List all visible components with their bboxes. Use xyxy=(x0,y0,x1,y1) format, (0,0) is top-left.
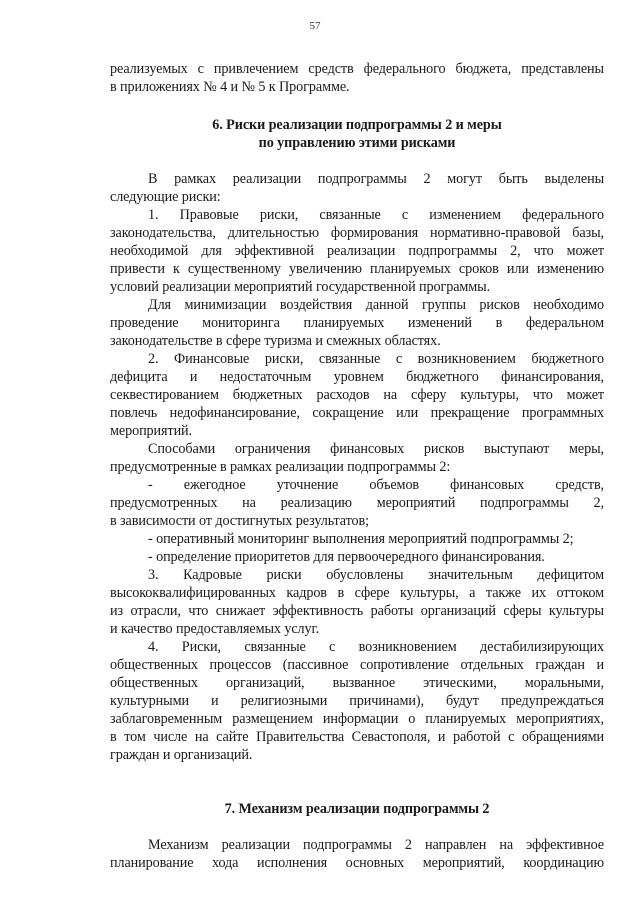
text-line: 2. Финансовые риски, связанные с возникновением бюджетного xyxy=(148,351,604,367)
text-line: граждан и организаций. xyxy=(110,747,253,763)
text-line: законодательстве в сфере туризма и смежных областях. xyxy=(110,333,441,349)
text-line: 1. Правовые риски, связанные с изменением федерального xyxy=(148,207,604,223)
paragraph xyxy=(110,206,604,296)
section-6-heading xyxy=(110,116,604,152)
intro-paragraph xyxy=(110,60,604,96)
text-line: и качество предоставляемых услуг. xyxy=(110,621,320,637)
text-line: Механизм реализации подпрограммы 2 направлен на эффективное xyxy=(148,837,604,853)
paragraph xyxy=(110,548,604,566)
text-line: высококвалифицированных кадров в сфере культуры, а также их оттоком xyxy=(110,585,604,601)
text-line: мероприятий. xyxy=(110,423,192,439)
paragraph xyxy=(110,566,604,638)
text-line: повлечь недофинансирование, сокращение или прекращение программных xyxy=(110,405,604,421)
paragraph xyxy=(110,170,604,206)
text-line: - ежегодное уточнение объемов финансовых средств, xyxy=(148,477,604,493)
text-line: общественных организаций, вызванное этическими, моральными, xyxy=(110,675,604,691)
text-line: условий реализации мероприятий государственной программы. xyxy=(110,279,491,295)
text-line: следующие риски: xyxy=(110,189,221,205)
paragraph xyxy=(110,836,604,872)
text-line: привести к существенному увеличению планируемых сроков или изменению xyxy=(110,261,604,277)
text-line: в зависимости от достигнутых результатов; xyxy=(110,513,369,529)
text-line: - определение приоритетов для первоочередного финансирования. xyxy=(148,549,545,565)
document-body xyxy=(110,60,604,872)
text-line: - оперативный мониторинг выполнения мероприятий подпрограммы 2; xyxy=(148,531,574,547)
text-line: проведение мониторинга планируемых изменений в федеральном xyxy=(110,315,604,331)
spacer xyxy=(110,818,604,836)
spacer xyxy=(110,96,604,116)
section-6-body xyxy=(110,170,604,764)
section-7-heading xyxy=(110,800,604,818)
text-line: необходимой для эффективной реализации подпрограммы 2, что может xyxy=(110,243,604,259)
paragraph xyxy=(110,440,604,476)
text-line: культурными и религиозными причинами), будут предупреждаться xyxy=(110,693,604,709)
heading-line: по управлению этими рисками xyxy=(258,135,456,151)
text-line: предусмотренные в рамках реализации подпрограммы 2: xyxy=(110,459,451,475)
text-line: предусмотренных на реализацию мероприятий подпрограммы 2, xyxy=(110,495,604,511)
text-line: общественных процессов (пассивное сопротивление отдельных граждан и xyxy=(110,657,604,673)
spacer xyxy=(110,764,604,800)
text-line: 3. Кадровые риски обусловлены значительным дефицитом xyxy=(148,567,604,583)
text-line: секвестированием бюджетных расходов на сферу культуры, что может xyxy=(110,387,604,403)
text-line: 4. Риски, связанные с возникновением дестабилизирующих xyxy=(148,639,604,655)
paragraph xyxy=(110,638,604,764)
text-line: законодательства, длительностью формирования нормативно-правовой базы, xyxy=(110,225,604,241)
heading-line: 6. Риски реализации подпрограммы 2 и меры xyxy=(212,117,502,133)
paragraph xyxy=(110,530,604,548)
text-line: в приложениях № 4 и № 5 к Программе. xyxy=(110,79,350,95)
text-line: Способами ограничения финансовых рисков выступают меры, xyxy=(148,441,604,457)
text-line: В рамках реализации подпрограммы 2 могут быть выделены xyxy=(148,171,604,187)
heading-line: 7. Механизм реализации подпрограммы 2 xyxy=(224,801,490,817)
text-line: дефицита и недостаточным уровнем бюджетного финансирования, xyxy=(110,369,604,385)
text-line: из отрасли, что снижает эффективность работы организаций сферы культуры xyxy=(110,603,604,619)
paragraph xyxy=(110,476,604,530)
paragraph xyxy=(110,296,604,350)
text-line: реализуемых с привлечением средств федерального бюджета, представлены xyxy=(110,61,604,77)
text-line: Для минимизации воздействия данной группы рисков необходимо xyxy=(148,297,604,313)
page-number: 57 xyxy=(309,20,321,32)
text-line: заблаговременным размещением информации о планируемых мероприятиях, xyxy=(110,711,604,727)
text-line: планирование хода исполнения основных мероприятий, координацию xyxy=(110,855,604,871)
paragraph xyxy=(110,350,604,440)
spacer xyxy=(110,152,604,170)
section-7-body xyxy=(110,836,604,872)
text-line: в том числе на сайте Правительства Севастополя, и работой с обращениями xyxy=(110,729,604,745)
